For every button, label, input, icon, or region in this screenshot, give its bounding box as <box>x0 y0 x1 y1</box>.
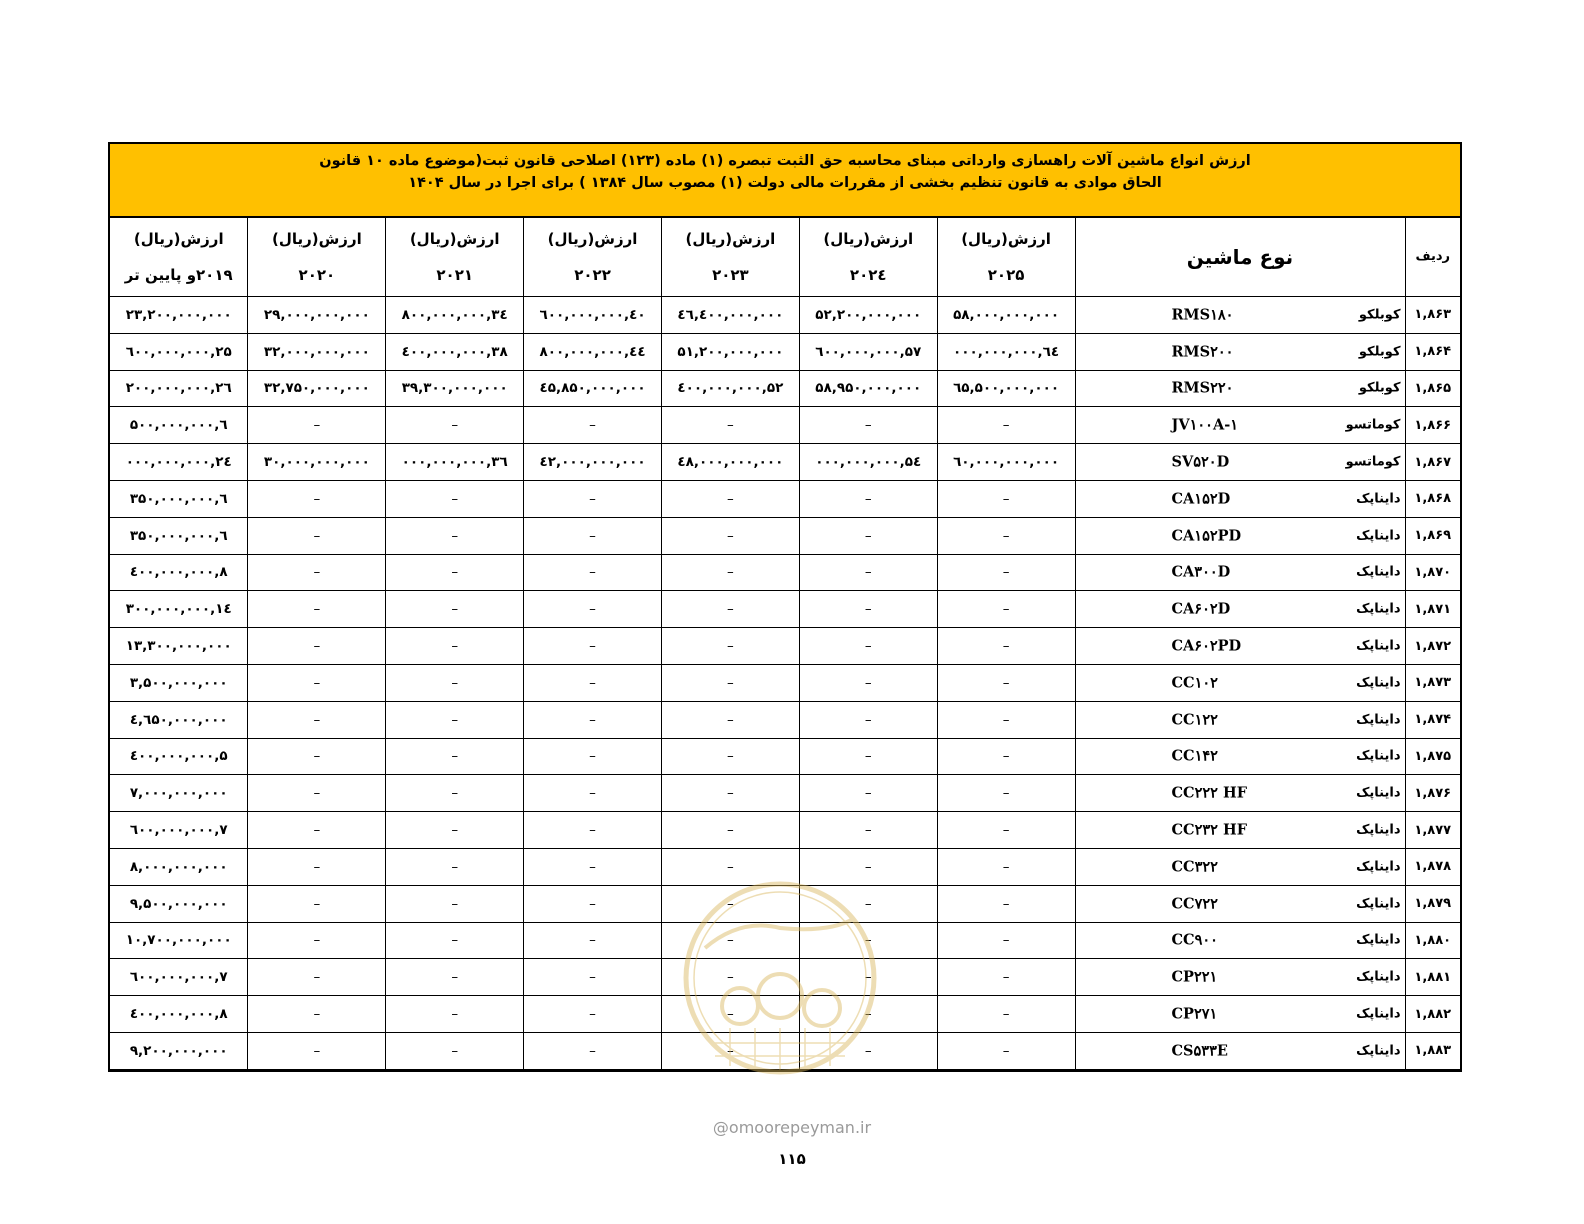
value-cell: – <box>937 628 1075 665</box>
value-cell: ٤۸,۰۰۰,۰۰۰,۰۰۰ <box>661 444 799 481</box>
machine-model: CP۲۲۱ <box>1171 968 1218 986</box>
value-cell: – <box>661 554 799 591</box>
value-cell: – <box>386 848 524 885</box>
machine-model: CC۹۰۰ <box>1171 931 1218 949</box>
value-cell: – <box>661 959 799 996</box>
table-row <box>110 885 1460 922</box>
machine-type-cell <box>1075 517 1405 554</box>
value-cell: ۳,۵۰۰,۰۰۰,۰۰۰ <box>110 664 248 701</box>
row-index: ۱,۸۶۳ <box>1405 297 1460 334</box>
table-row <box>110 407 1460 444</box>
value-cell: – <box>524 628 662 665</box>
value-cell: ۲۵,٦۰۰,۰۰۰,۰۰۰ <box>110 333 248 370</box>
row-index: ۱,۸۶۴ <box>1405 333 1460 370</box>
value-cell: – <box>799 959 937 996</box>
machine-type-cell <box>1075 848 1405 885</box>
value-cell: – <box>937 922 1075 959</box>
value-cell: – <box>799 812 937 849</box>
machine-type-cell <box>1075 1032 1405 1069</box>
machine-model: CA۶۰۲PD <box>1171 637 1242 655</box>
value-cell: – <box>661 738 799 775</box>
table-row <box>110 664 1460 701</box>
row-index: ۱,۸۶۵ <box>1405 370 1460 407</box>
value-cell: ۸,٤۰۰,۰۰۰,۰۰۰ <box>110 996 248 1033</box>
value-cell: ٤,٦۵۰,۰۰۰,۰۰۰ <box>110 701 248 738</box>
value-cell: – <box>386 517 524 554</box>
value-cell: – <box>386 480 524 517</box>
value-cell: – <box>937 775 1075 812</box>
value-cell: – <box>937 996 1075 1033</box>
machine-brand: کوماتسو <box>1345 417 1401 433</box>
value-cell: ۲۹,۰۰۰,۰۰۰,۰۰۰ <box>248 297 386 334</box>
value-cell: – <box>386 738 524 775</box>
value-cell: ۲۳,۲۰۰,۰۰۰,۰۰۰ <box>110 297 248 334</box>
value-cell: – <box>386 554 524 591</box>
row-index: ۱,۸۷۵ <box>1405 738 1460 775</box>
value-cell: ۷,٦۰۰,۰۰۰,۰۰۰ <box>110 812 248 849</box>
table-row <box>110 812 1460 849</box>
value-cell: – <box>799 664 937 701</box>
value-cell: ٦٤,۰۰۰,۰۰۰,۰۰۰ <box>937 333 1075 370</box>
value-cell: – <box>799 480 937 517</box>
value-cell: ٤۲,۰۰۰,۰۰۰,۰۰۰ <box>524 444 662 481</box>
machine-model: CS۵۳۳E <box>1171 1042 1228 1060</box>
table-row <box>110 996 1460 1033</box>
row-index: ۱,۸۷۲ <box>1405 628 1460 665</box>
value-cell: ۳۹,۳۰۰,۰۰۰,۰۰۰ <box>386 370 524 407</box>
machine-brand: کوبلکو <box>1358 380 1401 396</box>
value-cell: – <box>524 407 662 444</box>
value-cell: ٦,۳۵۰,۰۰۰,۰۰۰ <box>110 480 248 517</box>
machine-type-cell <box>1075 297 1405 334</box>
row-index: ۱,۸۶۷ <box>1405 444 1460 481</box>
value-cell: – <box>248 812 386 849</box>
value-cell: ۳٤,۸۰۰,۰۰۰,۰۰۰ <box>386 297 524 334</box>
value-cell: – <box>799 701 937 738</box>
table-row <box>110 333 1460 370</box>
machine-type-cell <box>1075 480 1405 517</box>
value-cell: ۲٦,۲۰۰,۰۰۰,۰۰۰ <box>110 370 248 407</box>
machine-brand: دایناپک <box>1356 1043 1401 1059</box>
value-cell: – <box>248 517 386 554</box>
value-cell: – <box>937 554 1075 591</box>
value-cell: ۳٦,۰۰۰,۰۰۰,۰۰۰ <box>386 444 524 481</box>
header-year-2023: ارزش(ریال) ۲۰۲۳ <box>661 218 799 297</box>
value-cell: – <box>937 517 1075 554</box>
value-cell: ٦,۳۵۰,۰۰۰,۰۰۰ <box>110 517 248 554</box>
machine-brand: دایناپک <box>1356 491 1401 507</box>
value-cell: – <box>661 517 799 554</box>
row-index: ۱,۸۸۰ <box>1405 922 1460 959</box>
value-cell: – <box>524 812 662 849</box>
value-cell: ٦۰,۰۰۰,۰۰۰,۰۰۰ <box>937 444 1075 481</box>
machine-brand: دایناپک <box>1356 896 1401 912</box>
price-table-sheet <box>108 142 1462 1072</box>
value-cell: – <box>661 885 799 922</box>
machine-type-cell <box>1075 701 1405 738</box>
machine-type-cell <box>1075 775 1405 812</box>
value-cell: ۳۸,٤۰۰,۰۰۰,۰۰۰ <box>386 333 524 370</box>
value-cell: ۳۰,۰۰۰,۰۰۰,۰۰۰ <box>248 444 386 481</box>
value-cell: – <box>524 775 662 812</box>
value-cell: – <box>524 554 662 591</box>
machine-model: CC۷۲۲ <box>1171 895 1218 913</box>
value-cell: ۳۲,۰۰۰,۰۰۰,۰۰۰ <box>248 333 386 370</box>
machine-model: RMS۲۰۰ <box>1171 343 1234 361</box>
value-cell: ۵۸,۹۵۰,۰۰۰,۰۰۰ <box>799 370 937 407</box>
row-index: ۱,۸۷۱ <box>1405 591 1460 628</box>
value-cell: – <box>524 922 662 959</box>
table-header-row <box>110 218 1460 297</box>
value-cell: – <box>386 922 524 959</box>
row-index: ۱,۸۶۸ <box>1405 480 1460 517</box>
machine-type-cell <box>1075 738 1405 775</box>
value-cell: – <box>661 812 799 849</box>
row-index: ۱,۸۸۱ <box>1405 959 1460 996</box>
machinery-value-table <box>110 218 1460 1070</box>
row-index: ۱,۸۷۰ <box>1405 554 1460 591</box>
row-index: ۱,۸۸۲ <box>1405 996 1460 1033</box>
value-cell: ۲٤,۰۰۰,۰۰۰,۰۰۰ <box>110 444 248 481</box>
value-cell: – <box>937 480 1075 517</box>
machine-type-cell <box>1075 370 1405 407</box>
machine-model: RMS۲۲۰ <box>1171 379 1234 397</box>
value-cell: – <box>524 885 662 922</box>
row-index: ۱,۸۷۹ <box>1405 885 1460 922</box>
value-cell: – <box>799 1032 937 1069</box>
machine-brand: دایناپک <box>1356 638 1401 654</box>
value-cell: – <box>524 591 662 628</box>
value-cell: – <box>524 738 662 775</box>
machine-model: CA۱۵۲D <box>1171 490 1231 508</box>
value-cell: – <box>661 848 799 885</box>
table-row <box>110 554 1460 591</box>
row-index: ۱,۸۸۳ <box>1405 1032 1460 1069</box>
value-cell: ۱٤,۳۰۰,۰۰۰,۰۰۰ <box>110 591 248 628</box>
value-cell: – <box>937 701 1075 738</box>
value-cell: ۵۷,٦۰۰,۰۰۰,۰۰۰ <box>799 333 937 370</box>
value-cell: ۵۱,۲۰۰,۰۰۰,۰۰۰ <box>661 333 799 370</box>
value-cell: – <box>386 664 524 701</box>
table-row <box>110 297 1460 334</box>
value-cell: – <box>799 775 937 812</box>
value-cell: – <box>799 996 937 1033</box>
value-cell: – <box>524 1032 662 1069</box>
value-cell: – <box>799 628 937 665</box>
machine-type-cell <box>1075 628 1405 665</box>
value-cell: – <box>661 701 799 738</box>
value-cell: – <box>248 848 386 885</box>
machine-type-cell <box>1075 959 1405 996</box>
value-cell: ۱۰,۷۰۰,۰۰۰,۰۰۰ <box>110 922 248 959</box>
machine-brand: کوبلکو <box>1358 344 1401 360</box>
value-cell: ۵۲,۲۰۰,۰۰۰,۰۰۰ <box>799 297 937 334</box>
banner-line-2: الحاق موادی به قانون تنظیم بخشی از مقررات مالی دولت (۱) مصوب سال ۱۳۸۴ ) برای اجرا در سال ۱۴۰۴ <box>408 175 1162 191</box>
value-cell: – <box>661 775 799 812</box>
machine-brand: دایناپک <box>1356 712 1401 728</box>
machine-model: CC۲۲۲ HF <box>1171 784 1247 802</box>
value-cell: ٤٤,۸۰۰,۰۰۰,۰۰۰ <box>524 333 662 370</box>
table-row <box>110 480 1460 517</box>
machine-type-cell <box>1075 591 1405 628</box>
value-cell: – <box>937 812 1075 849</box>
value-cell: ۱۳,۳۰۰,۰۰۰,۰۰۰ <box>110 628 248 665</box>
machine-model: CC۳۲۲ <box>1171 858 1218 876</box>
value-cell: – <box>248 885 386 922</box>
value-cell: – <box>524 848 662 885</box>
value-cell: – <box>524 701 662 738</box>
value-cell: – <box>386 628 524 665</box>
row-index: ۱,۸۷۶ <box>1405 775 1460 812</box>
value-cell: – <box>799 591 937 628</box>
table-row <box>110 370 1460 407</box>
machine-brand: دایناپک <box>1356 785 1401 801</box>
value-cell: ٦۵,۵۰۰,۰۰۰,۰۰۰ <box>937 370 1075 407</box>
value-cell: ۵۸,۰۰۰,۰۰۰,۰۰۰ <box>937 297 1075 334</box>
header-index: ردیف <box>1405 218 1460 297</box>
machine-model: CA۳۰۰D <box>1171 563 1231 581</box>
value-cell: ۵٤,۰۰۰,۰۰۰,۰۰۰ <box>799 444 937 481</box>
machine-model: CC۱۲۲ <box>1171 711 1218 729</box>
value-cell: ٤۵,۸۵۰,۰۰۰,۰۰۰ <box>524 370 662 407</box>
value-cell: – <box>248 480 386 517</box>
value-cell: ٤۰,٦۰۰,۰۰۰,۰۰۰ <box>524 297 662 334</box>
value-cell: – <box>937 664 1075 701</box>
machine-type-cell <box>1075 407 1405 444</box>
value-cell: – <box>248 591 386 628</box>
machine-brand: کوبلکو <box>1358 307 1401 323</box>
value-cell: – <box>386 812 524 849</box>
header-year-2019-and-older: ارزش(ریال) ۲۰۱۹و پایین تر <box>110 218 248 297</box>
value-cell: ۵۲,٤۰۰,۰۰۰,۰۰۰ <box>661 370 799 407</box>
table-row <box>110 775 1460 812</box>
header-year-2024: ارزش(ریال) ۲۰۲٤ <box>799 218 937 297</box>
machine-brand: دایناپک <box>1356 528 1401 544</box>
row-index: ۱,۸۷۴ <box>1405 701 1460 738</box>
footer-website: @omoorepeyman.ir <box>712 1118 872 1137</box>
value-cell: – <box>524 959 662 996</box>
table-row <box>110 959 1460 996</box>
value-cell: ٤٦,٤۰۰,۰۰۰,۰۰۰ <box>661 297 799 334</box>
value-cell: – <box>937 959 1075 996</box>
machine-brand: دایناپک <box>1356 601 1401 617</box>
value-cell: ۷,۰۰۰,۰۰۰,۰۰۰ <box>110 775 248 812</box>
value-cell: – <box>386 407 524 444</box>
value-cell: – <box>937 1032 1075 1069</box>
value-cell: – <box>661 591 799 628</box>
value-cell: ۵,٤۰۰,۰۰۰,۰۰۰ <box>110 738 248 775</box>
header-year-2020: ارزش(ریال) ۲۰۲۰ <box>248 218 386 297</box>
table-row <box>110 628 1460 665</box>
value-cell: – <box>799 848 937 885</box>
value-cell: ۸,٤۰۰,۰۰۰,۰۰۰ <box>110 554 248 591</box>
value-cell: – <box>661 664 799 701</box>
value-cell: – <box>248 959 386 996</box>
machine-type-cell <box>1075 996 1405 1033</box>
machine-type-cell <box>1075 444 1405 481</box>
machine-model: CP۲۷۱ <box>1171 1005 1218 1023</box>
table-row <box>110 701 1460 738</box>
machine-model: CC۲۳۲ HF <box>1171 821 1247 839</box>
header-year-2025: ارزش(ریال) ۲۰۲۵ <box>937 218 1075 297</box>
header-machine-type: نوع ماشین <box>1075 218 1405 297</box>
value-cell: – <box>386 885 524 922</box>
value-cell: – <box>661 1032 799 1069</box>
value-cell: – <box>248 407 386 444</box>
value-cell: – <box>661 628 799 665</box>
value-cell: – <box>937 738 1075 775</box>
value-cell: – <box>799 407 937 444</box>
table-row <box>110 517 1460 554</box>
value-cell: – <box>386 775 524 812</box>
value-cell: – <box>524 517 662 554</box>
value-cell: – <box>937 407 1075 444</box>
header-year-2021: ارزش(ریال) ۲۰۲۱ <box>386 218 524 297</box>
machine-brand: دایناپک <box>1356 675 1401 691</box>
value-cell: – <box>524 480 662 517</box>
value-cell: – <box>799 922 937 959</box>
table-row <box>110 848 1460 885</box>
value-cell: ۳۲,۷۵۰,۰۰۰,۰۰۰ <box>248 370 386 407</box>
value-cell: ۷,٦۰۰,۰۰۰,۰۰۰ <box>110 959 248 996</box>
row-index: ۱,۸۷۸ <box>1405 848 1460 885</box>
machine-type-cell <box>1075 885 1405 922</box>
value-cell: – <box>799 885 937 922</box>
machine-brand: دایناپک <box>1356 822 1401 838</box>
table-row <box>110 1032 1460 1069</box>
machine-brand: دایناپک <box>1356 932 1401 948</box>
machine-brand: دایناپک <box>1356 859 1401 875</box>
table-row <box>110 738 1460 775</box>
value-cell: – <box>661 922 799 959</box>
value-cell: – <box>799 517 937 554</box>
table-banner <box>110 144 1460 218</box>
machine-brand: دایناپک <box>1356 748 1401 764</box>
value-cell: – <box>661 407 799 444</box>
page-number: ۱۱۵ <box>778 1150 806 1168</box>
value-cell: – <box>937 848 1075 885</box>
machine-type-cell <box>1075 922 1405 959</box>
value-cell: – <box>248 996 386 1033</box>
value-cell: – <box>248 738 386 775</box>
value-cell: – <box>937 591 1075 628</box>
banner-line-1: ارزش انواع ماشین آلات راهسازی وارداتی مبنای محاسبه حق الثبت تبصره (۱) ماده (۱۲۳) اصلاحی قانون ثبت(موضوع ماده ۱۰ قانون <box>319 153 1251 169</box>
machine-model: CC۱۰۲ <box>1171 674 1218 692</box>
value-cell: – <box>799 554 937 591</box>
value-cell: ۹,۵۰۰,۰۰۰,۰۰۰ <box>110 885 248 922</box>
machine-type-cell <box>1075 664 1405 701</box>
row-index: ۱,۸۷۷ <box>1405 812 1460 849</box>
machine-brand: کوماتسو <box>1345 454 1401 470</box>
value-cell: – <box>386 701 524 738</box>
machine-model: SV۵۲۰D <box>1171 453 1230 471</box>
machine-type-cell <box>1075 333 1405 370</box>
row-index: ۱,۸۷۳ <box>1405 664 1460 701</box>
machine-model: CA۶۰۲D <box>1171 600 1231 618</box>
table-row <box>110 591 1460 628</box>
value-cell: – <box>937 885 1075 922</box>
value-cell: – <box>386 591 524 628</box>
value-cell: ۹,۲۰۰,۰۰۰,۰۰۰ <box>110 1032 248 1069</box>
value-cell: – <box>524 996 662 1033</box>
value-cell: – <box>386 996 524 1033</box>
value-cell: – <box>248 664 386 701</box>
machine-brand: دایناپک <box>1356 1006 1401 1022</box>
machine-model: JV۱۰۰A-۱ <box>1171 416 1239 434</box>
machine-brand: دایناپک <box>1356 564 1401 580</box>
value-cell: – <box>661 480 799 517</box>
machine-type-cell <box>1075 554 1405 591</box>
value-cell: – <box>248 775 386 812</box>
value-cell: – <box>386 1032 524 1069</box>
machine-model: CA۱۵۲PD <box>1171 527 1242 545</box>
value-cell: – <box>799 738 937 775</box>
value-cell: – <box>248 701 386 738</box>
machine-model: CC۱۴۲ <box>1171 747 1218 765</box>
value-cell: – <box>386 959 524 996</box>
row-index: ۱,۸۶۹ <box>1405 517 1460 554</box>
value-cell: – <box>661 996 799 1033</box>
value-cell: ۸,۰۰۰,۰۰۰,۰۰۰ <box>110 848 248 885</box>
value-cell: – <box>248 554 386 591</box>
value-cell: ٦,۵۰۰,۰۰۰,۰۰۰ <box>110 407 248 444</box>
machine-brand: دایناپک <box>1356 969 1401 985</box>
value-cell: – <box>524 664 662 701</box>
table-row <box>110 444 1460 481</box>
header-year-2022: ارزش(ریال) ۲۰۲۲ <box>524 218 662 297</box>
row-index: ۱,۸۶۶ <box>1405 407 1460 444</box>
machine-type-cell <box>1075 812 1405 849</box>
value-cell: – <box>248 628 386 665</box>
machine-model: RMS۱۸۰ <box>1171 306 1234 324</box>
value-cell: – <box>248 1032 386 1069</box>
value-cell: – <box>248 922 386 959</box>
table-row <box>110 922 1460 959</box>
